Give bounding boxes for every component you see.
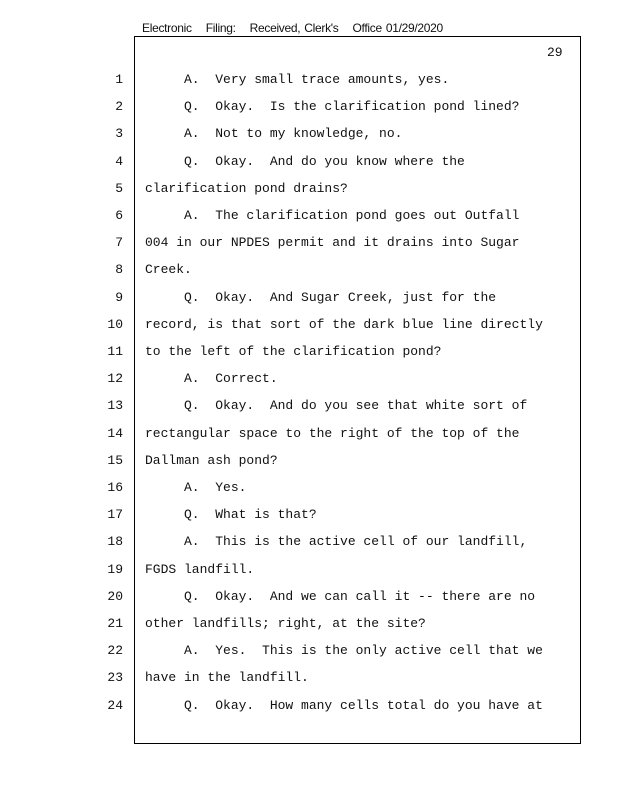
line-number: 24 <box>107 698 123 713</box>
line-number: 11 <box>107 344 123 359</box>
transcript-line: Q. Okay. And do you know where the <box>145 154 465 169</box>
line-number: 1 <box>115 72 123 87</box>
transcript-line: other landfills; right, at the site? <box>145 616 426 631</box>
transcript-line: Q. Okay. And Sugar Creek, just for the <box>145 290 497 305</box>
page-number: 29 <box>547 45 563 60</box>
transcript-line: A. Yes. This is the only active cell that we <box>145 643 543 658</box>
transcript-line: to the left of the clarification pond? <box>145 344 442 359</box>
transcript-line: Creek. <box>145 262 192 277</box>
transcript-line: A. Correct. <box>145 371 278 386</box>
line-number: 6 <box>115 208 123 223</box>
line-number: 17 <box>107 507 123 522</box>
line-number: 16 <box>107 480 123 495</box>
line-number: 4 <box>115 154 123 169</box>
transcript-line: rectangular space to the right of the top of the <box>145 426 520 441</box>
transcript-line: record, is that sort of the dark blue line directly <box>145 317 543 332</box>
line-number: 12 <box>107 371 123 386</box>
line-number: 2 <box>115 99 123 114</box>
transcript-line: Q. Okay. How many cells total do you have at <box>145 698 543 713</box>
line-number: 21 <box>107 616 123 631</box>
transcript-line: Q. Okay. Is the clarification pond lined? <box>145 99 520 114</box>
line-number: 14 <box>107 426 123 441</box>
line-number: 3 <box>115 126 123 141</box>
filing-stamp-header <box>142 21 457 35</box>
transcript-line: clarification pond drains? <box>145 181 348 196</box>
transcript-line: A. The clarification pond goes out Outfall <box>145 208 520 223</box>
line-number: 23 <box>107 670 123 685</box>
transcript-line: 004 in our NPDES permit and it drains into Sugar <box>145 235 520 250</box>
transcript-line: A. Very small trace amounts, yes. <box>145 72 450 87</box>
line-number: 22 <box>107 643 123 658</box>
header-date: 01/29/2020 <box>385 21 443 35</box>
line-number: 9 <box>115 290 123 305</box>
transcript-line: Q. Okay. And do you see that white sort of <box>145 398 528 413</box>
header-filing: Filing: <box>205 21 236 35</box>
header-received: Received, <box>249 21 301 35</box>
line-number: 15 <box>107 453 123 468</box>
transcript-line: have in the landfill. <box>145 670 309 685</box>
line-number: 10 <box>107 317 123 332</box>
transcript-page-frame <box>134 36 581 744</box>
line-number: 19 <box>107 562 123 577</box>
line-number: 5 <box>115 181 123 196</box>
transcript-line: Dallman ash pond? <box>145 453 278 468</box>
transcript-line: A. Not to my knowledge, no. <box>145 126 403 141</box>
transcript-line: FGDS landfill. <box>145 562 255 577</box>
line-number: 7 <box>115 235 123 250</box>
transcript-line: A. This is the active cell of our landfill, <box>145 534 528 549</box>
transcript-line: Q. What is that? <box>145 507 317 522</box>
line-number: 20 <box>107 589 123 604</box>
transcript-line: Q. Okay. And we can call it -- there are no <box>145 589 536 604</box>
line-number: 8 <box>115 262 123 277</box>
header-electronic: Electronic <box>142 21 192 35</box>
line-number: 13 <box>107 398 123 413</box>
line-number: 18 <box>107 534 123 549</box>
transcript-line: A. Yes. <box>145 480 247 495</box>
header-clerks: Clerk's <box>304 21 339 35</box>
header-office: Office <box>352 21 382 35</box>
